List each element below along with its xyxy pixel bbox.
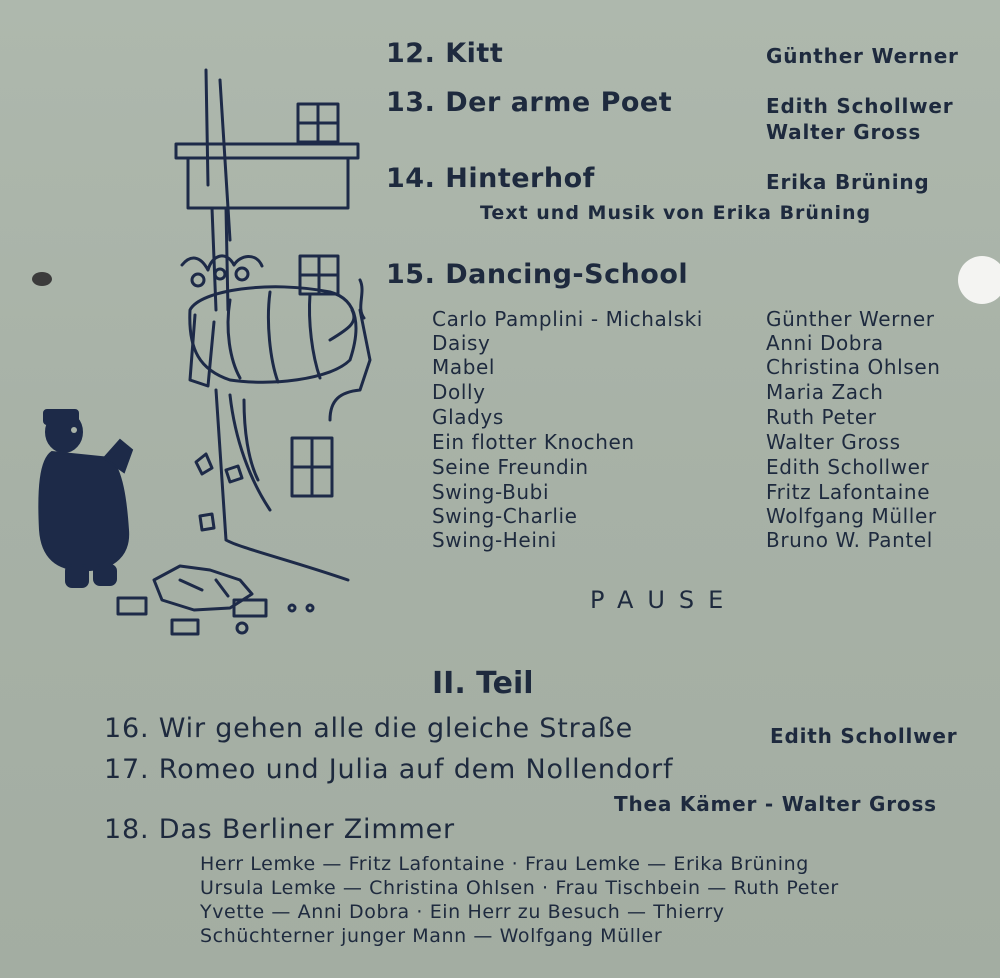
cast-actor: Fritz Lafontaine	[766, 480, 931, 504]
cast-actor: Bruno W. Pantel	[766, 528, 933, 552]
cast-role: Seine Freundin	[432, 455, 589, 479]
cast-actor: Günther Werner	[766, 307, 935, 331]
item-15-title: 15. Dancing-School	[386, 259, 689, 290]
cast-role: Ein flotter Knochen	[432, 430, 635, 454]
cast-actor: Ruth Peter	[766, 405, 877, 429]
item-17-title: 17. Romeo und Julia auf dem Nollendorf	[104, 754, 674, 785]
item-12-title: 12. Kitt	[386, 38, 504, 69]
cast-actor: Walter Gross	[766, 430, 901, 454]
pause-label: PAUSE	[590, 586, 738, 614]
item-16-performer: Edith Schollwer	[770, 724, 958, 748]
cast-role: Carlo Pamplini - Michalski	[432, 307, 703, 331]
cast-role: Mabel	[432, 355, 496, 379]
item-14-performer: Erika Brüning	[766, 170, 930, 194]
item-14-title: 14. Hinterhof	[386, 163, 595, 194]
cast-role: Dolly	[432, 380, 486, 404]
cast-actor: Maria Zach	[766, 380, 884, 404]
item-14-note: Text und Musik von Erika Brüning	[480, 202, 872, 224]
cast-actor: Anni Dobra	[766, 331, 884, 355]
item-17-performer: Thea Kämer - Walter Gross	[614, 792, 937, 816]
house-collapse-drawing	[30, 60, 390, 650]
item-13-title: 13. Der arme Poet	[386, 87, 673, 118]
cast-role: Swing-Bubi	[432, 480, 550, 504]
cast-actor: Edith Schollwer	[766, 455, 930, 479]
cast-actor: Christina Ohlsen	[766, 355, 941, 379]
punch-hole	[958, 256, 1000, 304]
item-12-performer: Günther Werner	[766, 44, 959, 68]
cast-line: Ursula Lemke — Christina Ohlsen · Frau Tischbein — Ruth Peter	[200, 877, 839, 899]
cast-role: Swing-Charlie	[432, 504, 578, 528]
item-18-title: 18. Das Berliner Zimmer	[104, 814, 455, 845]
cast-role: Gladys	[432, 405, 504, 429]
part-2-heading: II. Teil	[432, 666, 534, 701]
cast-line: Schüchterner junger Mann — Wolfgang Müller	[200, 925, 663, 947]
cast-role: Swing-Heini	[432, 528, 557, 552]
item-16-title: 16. Wir gehen alle die gleiche Straße	[104, 713, 634, 744]
cast-line: Herr Lemke — Fritz Lafontaine · Frau Lemke — Erika Brüning	[200, 853, 809, 875]
cast-actor: Wolfgang Müller	[766, 504, 937, 528]
cast-line: Yvette — Anni Dobra · Ein Herr zu Besuch — Thierry	[200, 901, 725, 923]
item-13-performer-1: Edith Schollwer	[766, 94, 954, 118]
item-13-performer-2: Walter Gross	[766, 120, 922, 144]
cast-role: Daisy	[432, 331, 491, 355]
